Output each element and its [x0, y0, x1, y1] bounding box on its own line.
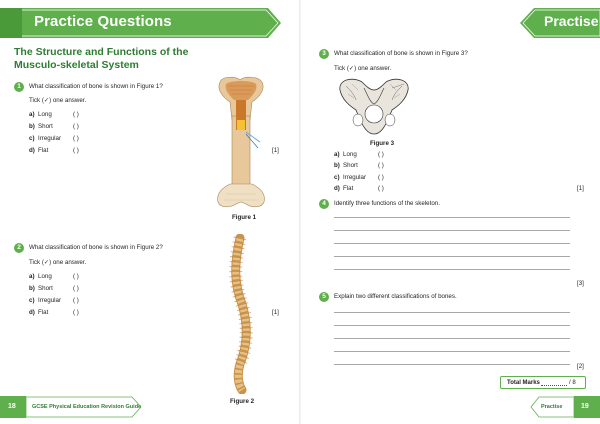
question-3-text: What classification of bone is shown in Figure 3?: [334, 50, 468, 57]
option-row: [334, 162, 358, 169]
option-label: Long: [343, 151, 357, 158]
option-label: Irregular: [38, 297, 62, 304]
total-marks-blank[interactable]: [541, 385, 567, 386]
option-letter: b): [29, 285, 35, 292]
option-row: [334, 151, 357, 158]
footer-section-label: Practise: [541, 404, 563, 410]
footer-left: [0, 396, 142, 418]
answer-line[interactable]: [334, 243, 570, 244]
tick-instruction: Tick (✓) one answer.: [29, 97, 87, 104]
option-label: Long: [38, 111, 52, 118]
total-marks-value: / 8: [569, 379, 576, 386]
question-number-badge: 2: [14, 243, 24, 253]
option-letter: a): [29, 273, 35, 280]
option-label: Irregular: [343, 174, 367, 181]
option-letter: d): [29, 309, 35, 316]
option-row: [29, 123, 53, 130]
option-row: [29, 147, 48, 154]
footer-right: [530, 396, 600, 418]
answer-box[interactable]: ( ): [73, 111, 79, 118]
footer-book-title: GCSE Physical Education Revision Guide: [32, 404, 142, 410]
answer-line[interactable]: [334, 364, 570, 365]
option-label: Flat: [38, 309, 49, 316]
answer-line[interactable]: [334, 256, 570, 257]
figure-caption: Figure 2: [230, 398, 255, 405]
answer-box[interactable]: ( ): [73, 309, 79, 316]
total-marks-box: [500, 376, 586, 389]
option-label: Flat: [343, 185, 354, 192]
question-number-badge: 1: [14, 82, 24, 92]
header-banner-left: [0, 8, 282, 38]
option-letter: a): [29, 111, 35, 118]
answer-line[interactable]: [334, 217, 570, 218]
option-label: Long: [38, 273, 52, 280]
option-letter: b): [29, 123, 35, 130]
pelvis-figure: [334, 76, 414, 138]
marks-label: [1]: [577, 185, 584, 192]
question-number-badge: 4: [319, 199, 329, 209]
section-heading: The Structure and Functions of the Musculo-skeletal System: [14, 46, 189, 71]
answer-box[interactable]: ( ): [73, 147, 79, 154]
option-label: Short: [343, 162, 358, 169]
option-letter: c): [29, 135, 35, 142]
option-row: [334, 185, 353, 192]
figure-caption: Figure 1: [232, 214, 257, 221]
question-4-text: Identify three functions of the skeleton.: [334, 200, 440, 207]
answer-box[interactable]: ( ): [378, 151, 384, 158]
option-letter: c): [334, 174, 340, 181]
answer-box[interactable]: ( ): [73, 123, 79, 130]
answer-box[interactable]: ( ): [378, 174, 384, 181]
option-label: Short: [38, 285, 53, 292]
option-letter: d): [29, 147, 35, 154]
option-row: [29, 111, 52, 118]
answer-box[interactable]: ( ): [73, 285, 79, 292]
question-number-badge: 5: [319, 292, 329, 302]
option-row: [334, 174, 366, 181]
option-row: [29, 297, 61, 304]
option-row: [29, 309, 48, 316]
option-label: Flat: [38, 147, 49, 154]
spine-figure: [220, 234, 260, 394]
answer-line[interactable]: [334, 230, 570, 231]
figure-caption: Figure 3: [370, 140, 395, 147]
tick-instruction: Tick (✓) one answer.: [29, 259, 87, 266]
total-marks-label: Total Marks: [507, 379, 540, 386]
marks-label: [1]: [272, 147, 279, 154]
page-title: Practice Questions: [34, 13, 172, 30]
question-5-text: Explain two different classifications of bones.: [334, 293, 457, 300]
femur-figure: [212, 76, 272, 210]
answer-box[interactable]: ( ): [378, 162, 384, 169]
question-number-badge: 3: [319, 49, 329, 59]
answer-line[interactable]: [334, 338, 570, 339]
question-2-text: What classification of bone is shown in Figure 2?: [29, 244, 163, 251]
page-gutter: [299, 0, 301, 424]
answer-box[interactable]: ( ): [378, 185, 384, 192]
question-1-text: What classification of bone is shown in Figure 1?: [29, 83, 163, 90]
section-tab-title: Practise: [544, 13, 599, 29]
answer-line[interactable]: [334, 325, 570, 326]
marks-label: [3]: [577, 280, 584, 287]
option-row: [29, 273, 52, 280]
option-label: Short: [38, 123, 53, 130]
answer-box[interactable]: ( ): [73, 135, 79, 142]
marks-label: [2]: [577, 363, 584, 370]
option-row: [29, 135, 61, 142]
answer-line[interactable]: [334, 269, 570, 270]
page-number-right: 19: [581, 403, 589, 410]
marks-label: [1]: [272, 309, 279, 316]
option-letter: a): [334, 151, 340, 158]
option-letter: d): [334, 185, 340, 192]
option-label: Irregular: [38, 135, 62, 142]
answer-box[interactable]: ( ): [73, 273, 79, 280]
answer-line[interactable]: [334, 312, 570, 313]
option-letter: b): [334, 162, 340, 169]
page-number-left: 18: [8, 403, 16, 410]
answer-line[interactable]: [334, 351, 570, 352]
header-banner-right: [520, 8, 600, 38]
option-letter: c): [29, 297, 35, 304]
option-row: [29, 285, 53, 292]
tick-instruction: Tick (✓) one answer.: [334, 65, 392, 72]
answer-box[interactable]: ( ): [73, 297, 79, 304]
